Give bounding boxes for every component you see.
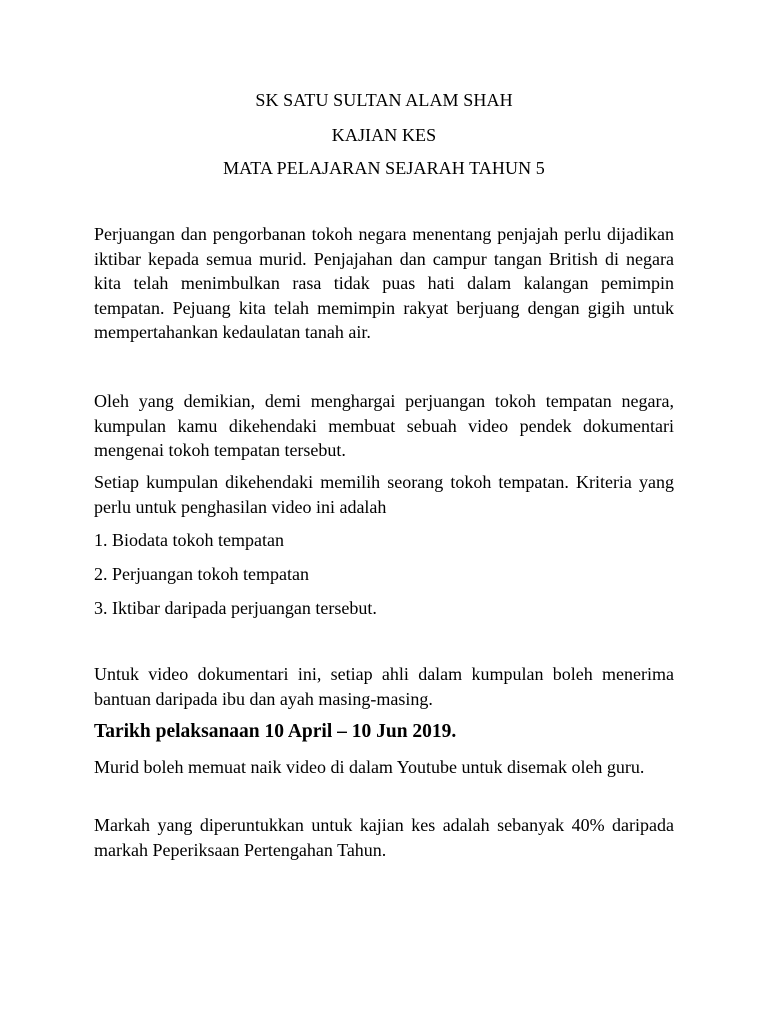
intro-paragraph: Perjuangan dan pengorbanan tokoh negara menentang penjajah perlu dijadikan iktibar kepada semua murid. Penjajahan dan campur tangan British di negara kita telah menimbulkan rasa tidak puas hati dalam kalangan pemimpin tempatan. Pejuang kita telah memimpin rakyat berjuang dengan gigih untuk mempertahankan kedaulatan tanah air. bbox=[94, 224, 674, 342]
criteria-item-perjuangan: 2. Perjuangan tokoh tempatan bbox=[94, 564, 309, 584]
criteria-item-biodata: 1. Biodata tokoh tempatan bbox=[94, 530, 284, 550]
subject-title: MATA PELAJARAN SEJARAH TAHUN 5 bbox=[223, 158, 545, 178]
criteria-item-iktibar: 3. Iktibar daripada perjuangan tersebut. bbox=[94, 598, 377, 618]
upload-paragraph: Murid boleh memuat naik video di dalam Youtube untuk disemak oleh guru. bbox=[94, 757, 645, 777]
school-name: SK SATU SULTAN ALAM SHAH bbox=[255, 90, 513, 110]
help-paragraph: Untuk video dokumentari ini, setiap ahli dalam kumpulan boleh menerima bantuan daripada ibu dan ayah masing-masing. bbox=[94, 664, 674, 709]
criteria-intro-paragraph: Setiap kumpulan dikehendaki memilih seorang tokoh tempatan. Kriteria yang perlu untuk penghasilan video ini adalah bbox=[94, 472, 674, 517]
implementation-date: Tarikh pelaksanaan 10 April – 10 Jun 2019. bbox=[94, 721, 457, 742]
document-type: KAJIAN KES bbox=[331, 125, 437, 145]
marks-paragraph: Markah yang diperuntukkan untuk kajian kes adalah sebanyak 40% daripada markah Peperiksaan Pertengahan Tahun. bbox=[94, 815, 674, 860]
task-paragraph: Oleh yang demikian, demi menghargai perjuangan tokoh tempatan negara, kumpulan kamu dikehendaki membuat sebuah video pendek dokumentari mengenai tokoh tempatan tersebut. bbox=[94, 391, 674, 460]
